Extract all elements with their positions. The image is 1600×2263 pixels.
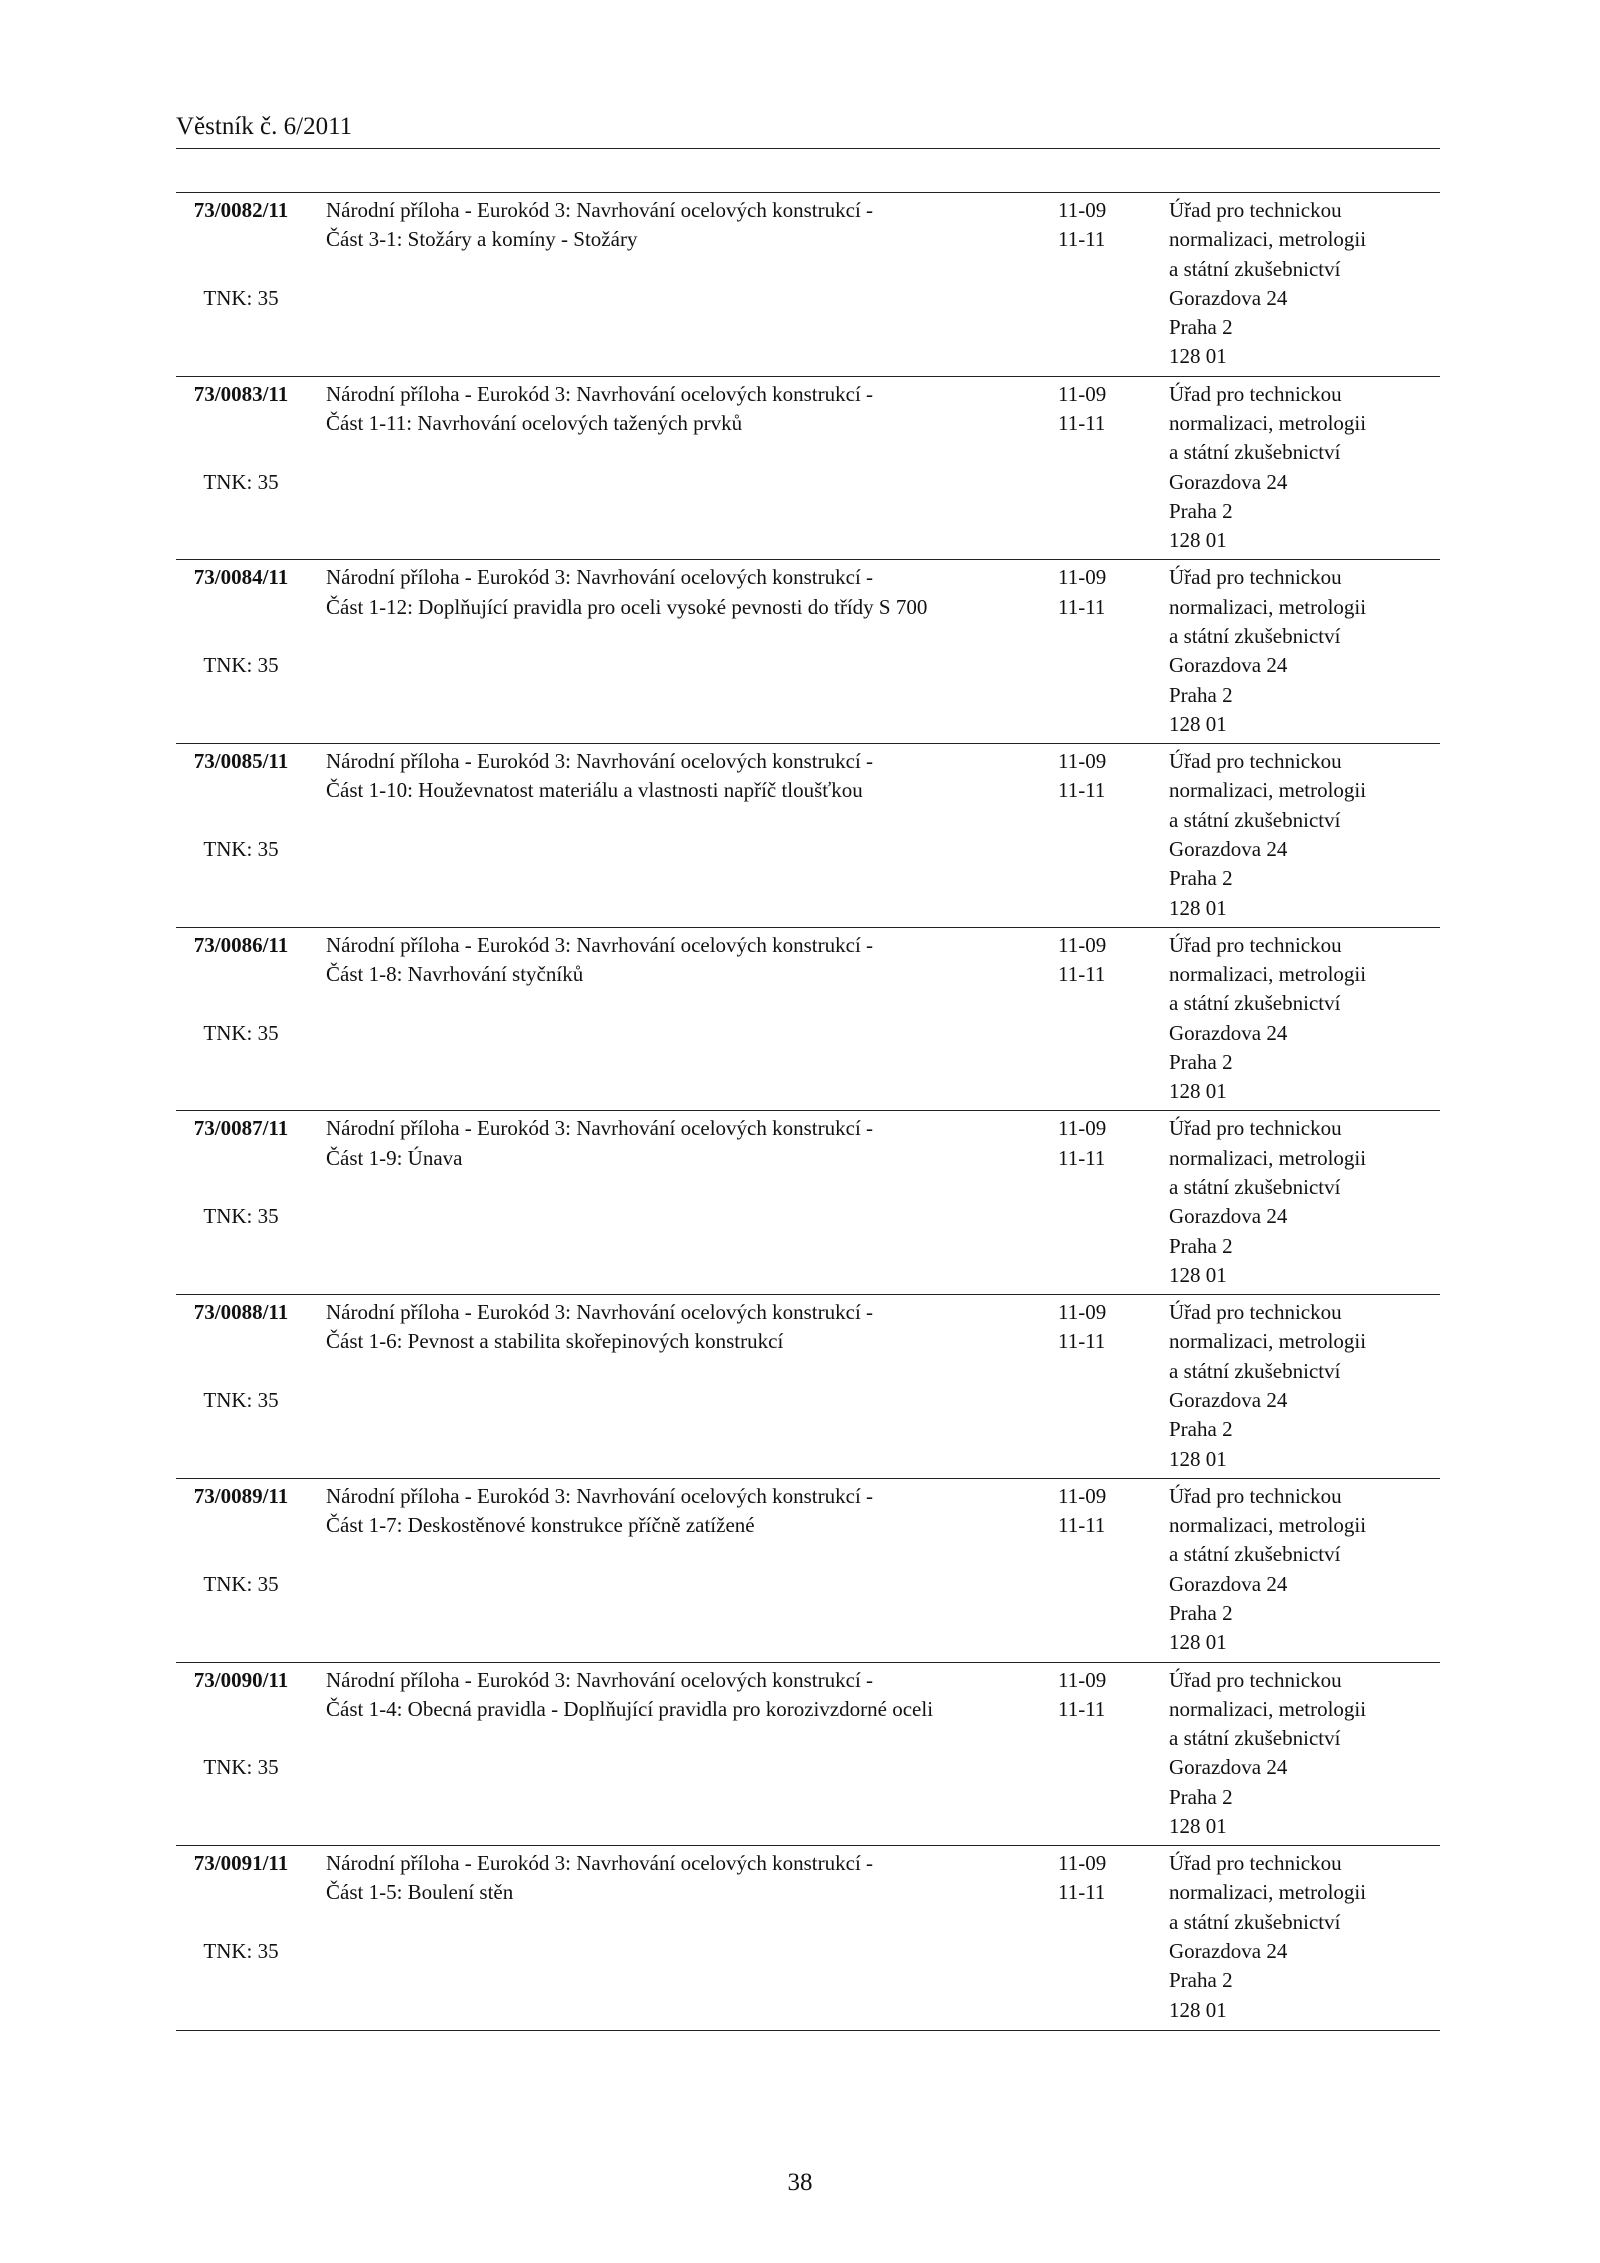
title-cell [326, 1298, 1066, 1357]
id-cell [176, 1482, 306, 1599]
title-line: Národní příloha - Eurokód 3: Navrhování ocelových konstrukcí - [326, 1667, 874, 1692]
tnk-label: TNK: 35 [203, 1755, 279, 1780]
table-row [176, 1111, 1440, 1295]
id-cell [176, 1114, 306, 1231]
office-line: Praha 2 [1169, 1049, 1233, 1074]
journal-title: Věstník č. 6/2011 [176, 113, 353, 140]
dates-cell [1058, 931, 1148, 990]
office-line: Praha 2 [1169, 1233, 1233, 1258]
dates-cell [1058, 380, 1148, 439]
date-value: 11-09 [1058, 1116, 1107, 1141]
office-line: 128 01 [1169, 1813, 1227, 1838]
office-line: Gorazdova 24 [1169, 1571, 1288, 1596]
office-line: Úřad pro technickou [1169, 1300, 1342, 1325]
table-row [176, 744, 1440, 928]
office-line: a státní zkušebnictví [1169, 1542, 1341, 1567]
office-line: normalizaci, metrologii [1169, 1696, 1367, 1721]
date-value: 11-11 [1058, 410, 1106, 435]
office-cell [1169, 931, 1439, 1107]
date-value: 11-09 [1058, 1300, 1107, 1325]
tnk-label: TNK: 35 [203, 1020, 279, 1045]
office-line: normalizaci, metrologii [1169, 1880, 1367, 1905]
dates-cell [1058, 1298, 1148, 1357]
office-line: Praha 2 [1169, 498, 1233, 523]
office-line: Gorazdova 24 [1169, 653, 1288, 678]
tnk-label: TNK: 35 [203, 653, 279, 678]
id-cell [176, 380, 306, 497]
title-line: Národní příloha - Eurokód 3: Navrhování ocelových konstrukcí - [326, 198, 874, 222]
title-cell [326, 1666, 1066, 1725]
office-line: 128 01 [1169, 344, 1227, 369]
dates-cell [1058, 1482, 1148, 1541]
title-line: Část 3-1: Stožáry a komíny - Stožáry [326, 227, 638, 252]
office-line: normalizaci, metrologii [1169, 1145, 1367, 1170]
office-line: Gorazdova 24 [1169, 1939, 1288, 1964]
id-cell [176, 1666, 306, 1783]
date-value: 11-09 [1058, 1483, 1107, 1508]
title-cell [326, 747, 1066, 806]
date-value: 11-11 [1058, 1880, 1106, 1905]
office-line: Úřad pro technickou [1169, 749, 1342, 774]
title-line: Část 1-9: Únava [326, 1145, 463, 1170]
office-cell [1169, 563, 1439, 739]
office-cell [1169, 747, 1439, 923]
standard-number: 73/0090/11 [193, 1667, 289, 1692]
standard-number: 73/0089/11 [193, 1483, 289, 1508]
title-cell [326, 380, 1066, 439]
office-line: a státní zkušebnictví [1169, 1909, 1341, 1934]
date-value: 11-11 [1058, 1513, 1106, 1538]
title-line: Část 1-6: Pevnost a stabilita skořepinových konstrukcí [326, 1329, 784, 1354]
office-line: Úřad pro technickou [1169, 1851, 1342, 1876]
date-value: 11-11 [1058, 1145, 1106, 1170]
dates-cell [1058, 1114, 1148, 1173]
title-cell [326, 1114, 1066, 1173]
office-line: a státní zkušebnictví [1169, 440, 1341, 465]
table-row [176, 1846, 1440, 2030]
id-cell [176, 196, 306, 313]
title-line: Část 1-8: Navrhování styčníků [326, 962, 584, 987]
tnk-label: TNK: 35 [203, 285, 279, 310]
title-line: Národní příloha - Eurokód 3: Navrhování ocelových konstrukcí - [326, 1851, 874, 1876]
id-cell [176, 931, 306, 1048]
standard-number: 73/0083/11 [193, 381, 289, 406]
standard-number: 73/0086/11 [193, 932, 289, 957]
office-line: 128 01 [1169, 1997, 1227, 2022]
table-row [176, 193, 1440, 377]
standard-number: 73/0084/11 [193, 565, 289, 590]
standard-number: 73/0085/11 [193, 749, 289, 774]
office-line: normalizaci, metrologii [1169, 778, 1367, 803]
office-line: Úřad pro technickou [1169, 1116, 1342, 1141]
office-line: a státní zkušebnictví [1169, 1175, 1341, 1200]
office-line: a státní zkušebnictví [1169, 623, 1341, 648]
office-line: a státní zkušebnictví [1169, 991, 1341, 1016]
office-line: normalizaci, metrologii [1169, 594, 1367, 619]
tnk-label: TNK: 35 [203, 1571, 279, 1596]
office-cell [1169, 1298, 1439, 1474]
title-line: Část 1-4: Obecná pravidla - Doplňující pravidla pro korozivzdorné oceli [326, 1696, 934, 1721]
standard-number: 73/0088/11 [193, 1300, 289, 1325]
office-line: normalizaci, metrologii [1169, 1329, 1367, 1354]
title-line: Část 1-11: Navrhování ocelových tažených prvků [326, 410, 743, 435]
title-cell [326, 1849, 1066, 1908]
date-value: 11-11 [1058, 1329, 1106, 1354]
title-line: Národní příloha - Eurokód 3: Navrhování ocelových konstrukcí - [326, 749, 874, 774]
title-line: Část 1-7: Deskostěnové konstrukce příčně zatížené [326, 1513, 755, 1538]
office-line: 128 01 [1169, 1630, 1227, 1655]
office-cell [1169, 1666, 1439, 1842]
office-line: Gorazdova 24 [1169, 469, 1288, 494]
office-line: Gorazdova 24 [1169, 836, 1288, 861]
standards-table [176, 192, 1440, 2031]
table-row [176, 560, 1440, 744]
office-line: Gorazdova 24 [1169, 1020, 1288, 1045]
dates-cell [1058, 1666, 1148, 1725]
id-cell [176, 1298, 306, 1415]
table-row [176, 377, 1440, 561]
table-row [176, 1479, 1440, 1663]
dates-cell [1058, 563, 1148, 622]
title-line: Část 1-5: Boulení stěn [326, 1880, 514, 1905]
date-value: 11-11 [1058, 778, 1106, 803]
standard-number: 73/0082/11 [193, 198, 289, 222]
office-cell [1169, 1114, 1439, 1290]
office-line: Gorazdova 24 [1169, 285, 1288, 310]
title-line: Národní příloha - Eurokód 3: Navrhování ocelových konstrukcí - [326, 1483, 874, 1508]
office-line: Úřad pro technickou [1169, 381, 1342, 406]
office-line: 128 01 [1169, 1446, 1227, 1471]
office-cell [1169, 380, 1439, 556]
date-value: 11-11 [1058, 227, 1106, 252]
title-line: Národní příloha - Eurokód 3: Navrhování ocelových konstrukcí - [326, 565, 874, 590]
dates-cell [1058, 1849, 1148, 1908]
date-value: 11-11 [1058, 594, 1106, 619]
dates-cell [1058, 196, 1148, 255]
office-line: normalizaci, metrologii [1169, 1513, 1367, 1538]
date-value: 11-09 [1058, 1851, 1107, 1876]
office-cell [1169, 196, 1439, 372]
office-line: a státní zkušebnictví [1169, 1726, 1341, 1751]
office-line: Úřad pro technickou [1169, 198, 1342, 222]
office-line: Praha 2 [1169, 1417, 1233, 1442]
id-cell [176, 747, 306, 864]
office-line: 128 01 [1169, 528, 1227, 553]
title-cell [326, 1482, 1066, 1541]
title-line: Národní příloha - Eurokód 3: Navrhování ocelových konstrukcí - [326, 381, 874, 406]
office-line: Praha 2 [1169, 866, 1233, 891]
office-line: Úřad pro technickou [1169, 932, 1342, 957]
table-row [176, 928, 1440, 1112]
title-cell [326, 563, 1066, 622]
date-value: 11-09 [1058, 749, 1107, 774]
office-line: Úřad pro technickou [1169, 565, 1342, 590]
table-row [176, 1663, 1440, 1847]
tnk-label: TNK: 35 [203, 1204, 279, 1229]
office-line: Praha 2 [1169, 1968, 1233, 1993]
title-line: Národní příloha - Eurokód 3: Navrhování ocelových konstrukcí - [326, 1116, 874, 1141]
id-cell [176, 563, 306, 680]
date-value: 11-09 [1058, 565, 1107, 590]
date-value: 11-09 [1058, 1667, 1107, 1692]
office-line: Gorazdova 24 [1169, 1755, 1288, 1780]
standard-number: 73/0091/11 [193, 1851, 289, 1876]
date-value: 11-09 [1058, 381, 1107, 406]
title-cell [326, 931, 1066, 990]
office-line: Úřad pro technickou [1169, 1483, 1342, 1508]
office-cell [1169, 1849, 1439, 2025]
office-line: normalizaci, metrologii [1169, 410, 1367, 435]
tnk-label: TNK: 35 [203, 836, 279, 861]
title-line: Část 1-12: Doplňující pravidla pro oceli vysoké pevnosti do třídy S 700 [326, 594, 928, 619]
office-line: normalizaci, metrologii [1169, 227, 1367, 252]
tnk-label: TNK: 35 [203, 469, 279, 494]
office-line: Gorazdova 24 [1169, 1388, 1288, 1413]
office-line: Praha 2 [1169, 315, 1233, 340]
standard-number: 73/0087/11 [193, 1116, 289, 1141]
title-cell [326, 196, 1066, 255]
office-line: Praha 2 [1169, 682, 1233, 707]
office-line: a státní zkušebnictví [1169, 807, 1341, 832]
title-line: Část 1-10: Houževnatost materiálu a vlastnosti napříč tloušťkou [326, 778, 863, 803]
date-value: 11-11 [1058, 962, 1106, 987]
date-value: 11-09 [1058, 198, 1107, 222]
title-line: Národní příloha - Eurokód 3: Navrhování ocelových konstrukcí - [326, 1300, 874, 1325]
title-line: Národní příloha - Eurokód 3: Navrhování ocelových konstrukcí - [326, 932, 874, 957]
date-value: 11-11 [1058, 1696, 1106, 1721]
office-line: 128 01 [1169, 1079, 1227, 1104]
office-line: Gorazdova 24 [1169, 1204, 1288, 1229]
office-line: Úřad pro technickou [1169, 1667, 1342, 1692]
office-line: 128 01 [1169, 1262, 1227, 1287]
office-line: 128 01 [1169, 895, 1227, 920]
table-row [176, 1295, 1440, 1479]
page-header [176, 112, 1440, 149]
dates-cell [1058, 747, 1148, 806]
id-cell [176, 1849, 306, 1966]
office-line: Praha 2 [1169, 1601, 1233, 1625]
office-line: 128 01 [1169, 711, 1227, 736]
page-number: 38 [787, 2169, 813, 2196]
tnk-label: TNK: 35 [203, 1388, 279, 1413]
date-value: 11-09 [1058, 932, 1107, 957]
office-line: Praha 2 [1169, 1784, 1233, 1809]
tnk-label: TNK: 35 [203, 1939, 279, 1964]
office-cell [1169, 1482, 1439, 1658]
office-line: a státní zkušebnictví [1169, 256, 1341, 281]
office-line: normalizaci, metrologii [1169, 962, 1367, 987]
office-line: a státní zkušebnictví [1169, 1358, 1341, 1383]
